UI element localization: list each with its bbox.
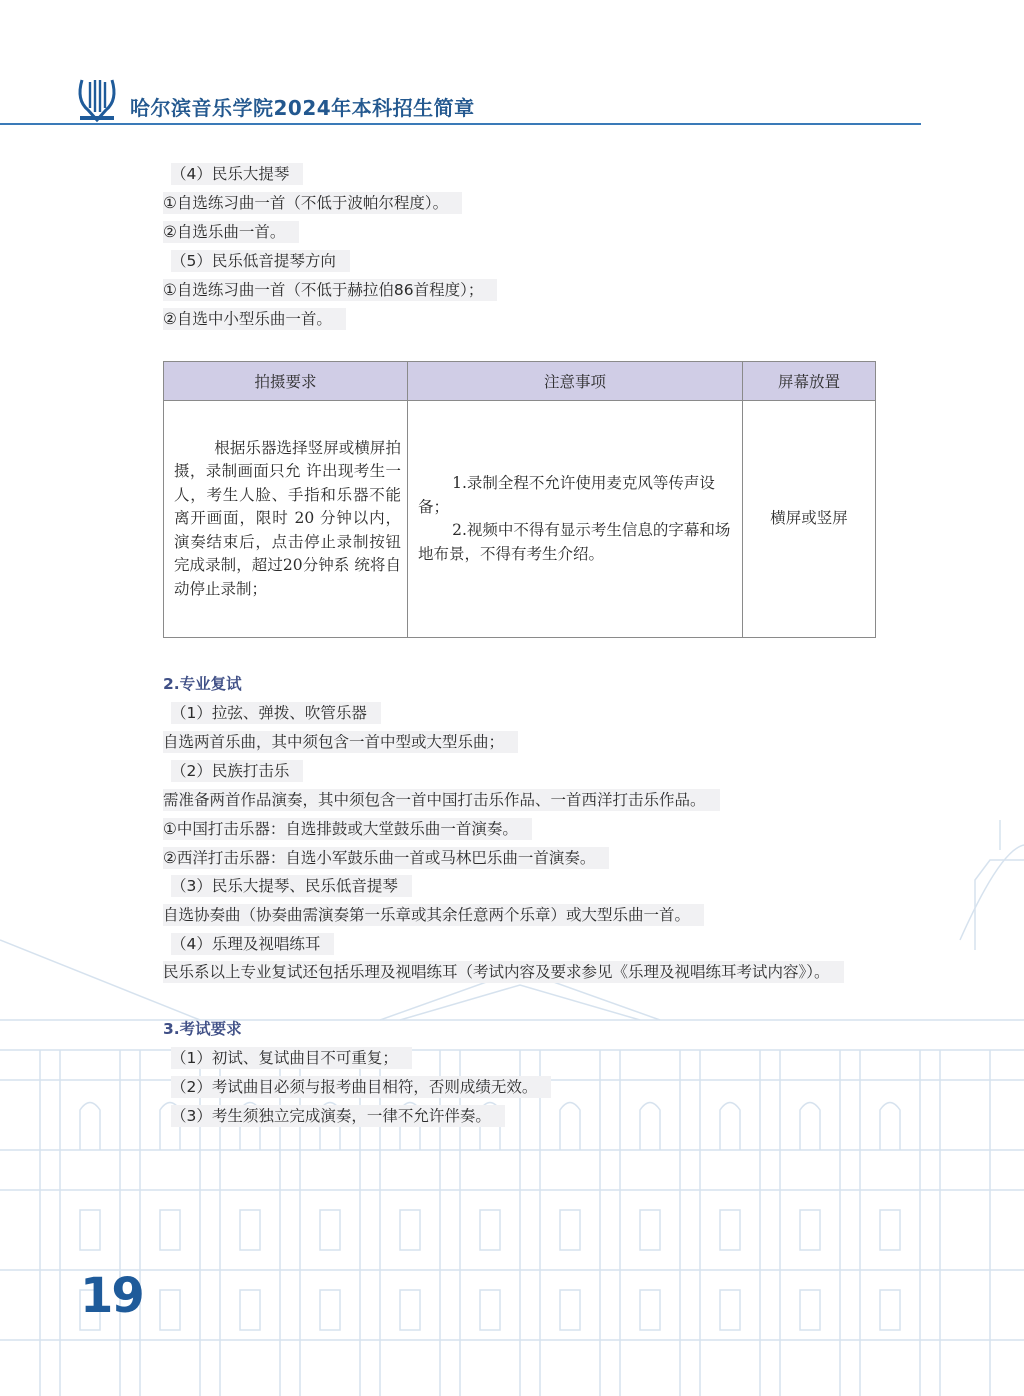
shooting-requirements-text: 根据乐器选择竖屏或横屏拍摄，录制画面只允 许出现考生一人，考生人脸、手指和乐器不能离开画面，限时 20 分钟以内，演奏结束后，点击停止录制按钮完成录制，超过20分钟系 统将自动停止录制； [174,438,401,598]
section2-heading: 2.专业复试 [163,675,242,693]
table-cell-screen-orientation: 横屏或竖屏 [743,401,876,638]
s2-text: 需准备两首作品演奏，其中须包含一首中国打击乐作品、一首西洋打击乐作品。 [163,789,720,811]
table-header-row [164,362,876,401]
item5-title: （5）民乐低音提琴方向 [171,250,350,272]
requirement-2: （2）考试曲目必须与报考曲目相符，否则成绩无效。 [171,1076,551,1098]
header-title: 哈尔滨音乐学院2024年本科招生简章 [130,96,475,120]
s4-text: 民乐系以上专业复试还包括乐理及视唱练耳（考试内容及要求参见《乐理及视唱练耳考试内容》）。 [163,961,844,983]
page-number: 19 [80,1268,143,1324]
s2-title: （2）民族打击乐 [171,760,303,782]
header-divider [0,123,921,125]
table-cell-notes [408,401,743,638]
requirement-3: （3）考生须独立完成演奏，一律不允许伴奏。 [171,1105,505,1127]
item5-line2: ②自选中小型乐曲一首。 [163,308,346,330]
s4-title: （4）乐理及视唱练耳 [171,933,334,955]
item4-line1: ①自选练习曲一首（不低于波帕尔程度）。 [163,192,462,214]
recording-requirements-table [163,361,876,638]
lyre-logo-icon [74,76,120,124]
s2-line2: ②西洋打击乐器：自选小军鼓乐曲一首或马林巴乐曲一首演奏。 [163,847,609,869]
item5-line1: ①自选练习曲一首（不低于赫拉伯86首程度）； [163,279,497,301]
item4-title: （4）民乐大提琴 [171,163,303,185]
notes-item-1: 1.录制全程不允许使用麦克风等传声设备； [418,474,715,516]
table-header-cell: 拍摄要求 [164,362,408,401]
page-header [0,0,1024,130]
table-header-cell: 屏幕放置 [743,362,876,401]
table-cell-shooting-requirements [164,401,408,638]
s3-text: 自选协奏曲（协奏曲需演奏第一乐章或其余任意两个乐章）或大型乐曲一首。 [163,904,704,926]
table-header-cell: 注意事项 [408,362,743,401]
notes-item-2: 2.视频中不得有显示考生信息的字幕和场地布景，不得有考生介绍。 [418,521,731,563]
s3-title: （3）民乐大提琴、民乐低音提琴 [171,875,412,897]
s2-line1: ①中国打击乐器：自选排鼓或大堂鼓乐曲一首演奏。 [163,818,532,840]
requirement-1: （1）初试、复试曲目不可重复； [171,1047,412,1069]
s1-text: 自选两首乐曲，其中须包含一首中型或大型乐曲； [163,731,518,753]
table-row [164,401,876,638]
item4-line2: ②自选乐曲一首。 [163,221,299,243]
section3-heading: 3.考试要求 [163,1020,242,1038]
s1-title: （1）拉弦、弹拨、吹管乐器 [171,702,381,724]
